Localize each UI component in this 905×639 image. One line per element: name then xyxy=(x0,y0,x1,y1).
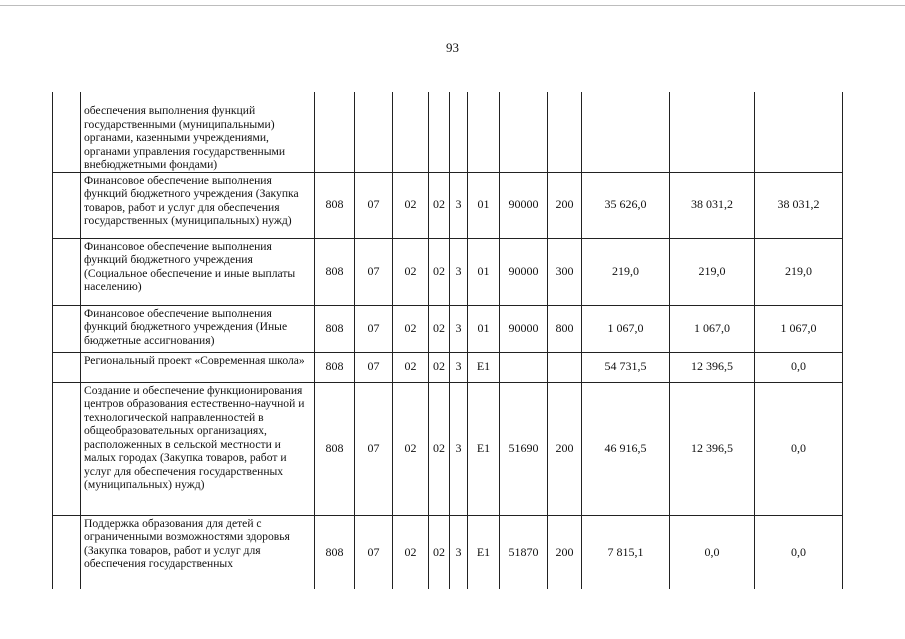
code-cell-c1: 808 xyxy=(315,172,355,238)
code-cell-c5: 3 xyxy=(450,238,468,305)
row-number-cell xyxy=(53,382,81,515)
code-cell-c4: 02 xyxy=(429,382,450,515)
amount-cell-y2: 12 396,5 xyxy=(670,352,755,382)
amount-cell-y1: 46 916,5 xyxy=(582,382,670,515)
row-number-cell xyxy=(53,92,81,172)
amount-cell-y3: 0,0 xyxy=(755,352,843,382)
code-cell-c3: 02 xyxy=(393,238,429,305)
code-cell-c8: 200 xyxy=(548,515,582,589)
amount-cell-y3 xyxy=(755,92,843,172)
code-cell-c5: 3 xyxy=(450,172,468,238)
code-cell-c6: E1 xyxy=(468,352,500,382)
code-cell-c5 xyxy=(450,92,468,172)
top-rule xyxy=(0,5,905,6)
table-row xyxy=(53,382,843,515)
amount-cell-y3: 219,0 xyxy=(755,238,843,305)
code-cell-c5: 3 xyxy=(450,352,468,382)
row-number-cell xyxy=(53,352,81,382)
code-cell-c5: 3 xyxy=(450,515,468,589)
expense-name-cell: Финансовое обеспечение выполнения функций бюджетного учреждения (Закупка товаров, работ и услуг для обеспечения государственных (муниципальных) нужд) xyxy=(81,172,315,238)
row-number-cell xyxy=(53,515,81,589)
code-cell-c8: 300 xyxy=(548,238,582,305)
code-cell-c7: 51870 xyxy=(500,515,548,589)
code-cell-c2: 07 xyxy=(355,172,393,238)
code-cell-c8: 200 xyxy=(548,382,582,515)
code-cell-c7: 90000 xyxy=(500,172,548,238)
code-cell-c6 xyxy=(468,92,500,172)
table-row xyxy=(53,238,843,305)
amount-cell-y1 xyxy=(582,92,670,172)
code-cell-c2: 07 xyxy=(355,305,393,352)
expense-name-cell: Региональный проект «Современная школа» xyxy=(81,352,315,382)
code-cell-c8 xyxy=(548,352,582,382)
amount-cell-y1: 219,0 xyxy=(582,238,670,305)
table-row xyxy=(53,352,843,382)
expense-name-cell: обеспечения выполнения функций государственными (муниципальными) органами, казенными учреждениями, органами управления государственными внебюджетными фондами) xyxy=(81,92,315,172)
code-cell-c2: 07 xyxy=(355,515,393,589)
code-cell-c1: 808 xyxy=(315,382,355,515)
code-cell-c2: 07 xyxy=(355,352,393,382)
code-cell-c6: E1 xyxy=(468,382,500,515)
code-cell-c7: 51690 xyxy=(500,382,548,515)
code-cell-c4: 02 xyxy=(429,172,450,238)
code-cell-c7 xyxy=(500,92,548,172)
page-number: 93 xyxy=(446,40,459,55)
code-cell-c4: 02 xyxy=(429,305,450,352)
code-cell-c4: 02 xyxy=(429,238,450,305)
code-cell-c6: E1 xyxy=(468,515,500,589)
code-cell-c3: 02 xyxy=(393,305,429,352)
code-cell-c3: 02 xyxy=(393,515,429,589)
row-number-cell xyxy=(53,172,81,238)
budget-table xyxy=(52,92,843,589)
amount-cell-y2 xyxy=(670,92,755,172)
expense-name-cell: Поддержка образования для детей с ограниченными возможностями здоровья (Закупка товаров, работ и услуг для обеспечения государственных xyxy=(81,515,315,589)
code-cell-c1: 808 xyxy=(315,305,355,352)
expense-name-cell: Создание и обеспечение функционирования центров образования естественно-научной и технологической направленностей в общеобразовательных организациях, расположенных в сельской местности и малых городах (Закупка товаров, работ и услуг для обеспечения государственных (муниципальных) нужд) xyxy=(81,382,315,515)
code-cell-c2: 07 xyxy=(355,238,393,305)
amount-cell-y1: 7 815,1 xyxy=(582,515,670,589)
code-cell-c7: 90000 xyxy=(500,305,548,352)
code-cell-c8: 800 xyxy=(548,305,582,352)
expense-name-cell: Финансовое обеспечение выполнения функций бюджетного учреждения (Иные бюджетные ассигнования) xyxy=(81,305,315,352)
code-cell-c2 xyxy=(355,92,393,172)
code-cell-c3 xyxy=(393,92,429,172)
amount-cell-y2: 12 396,5 xyxy=(670,382,755,515)
code-cell-c4 xyxy=(429,92,450,172)
amount-cell-y3: 0,0 xyxy=(755,382,843,515)
code-cell-c4: 02 xyxy=(429,352,450,382)
code-cell-c3: 02 xyxy=(393,172,429,238)
amount-cell-y2: 38 031,2 xyxy=(670,172,755,238)
table-row xyxy=(53,515,843,589)
row-number-cell xyxy=(53,305,81,352)
code-cell-c1 xyxy=(315,92,355,172)
amount-cell-y2: 1 067,0 xyxy=(670,305,755,352)
code-cell-c4: 02 xyxy=(429,515,450,589)
code-cell-c7: 90000 xyxy=(500,238,548,305)
amount-cell-y1: 1 067,0 xyxy=(582,305,670,352)
table-row xyxy=(53,92,843,172)
table-row xyxy=(53,305,843,352)
amount-cell-y3: 38 031,2 xyxy=(755,172,843,238)
code-cell-c5: 3 xyxy=(450,305,468,352)
amount-cell-y1: 54 731,5 xyxy=(582,352,670,382)
code-cell-c6: 01 xyxy=(468,305,500,352)
amount-cell-y3: 1 067,0 xyxy=(755,305,843,352)
code-cell-c8 xyxy=(548,92,582,172)
code-cell-c8: 200 xyxy=(548,172,582,238)
amount-cell-y2: 0,0 xyxy=(670,515,755,589)
code-cell-c7 xyxy=(500,352,548,382)
code-cell-c1: 808 xyxy=(315,515,355,589)
code-cell-c1: 808 xyxy=(315,352,355,382)
code-cell-c6: 01 xyxy=(468,238,500,305)
code-cell-c6: 01 xyxy=(468,172,500,238)
code-cell-c5: 3 xyxy=(450,382,468,515)
row-number-cell xyxy=(53,238,81,305)
amount-cell-y2: 219,0 xyxy=(670,238,755,305)
amount-cell-y3: 0,0 xyxy=(755,515,843,589)
expense-name-cell: Финансовое обеспечение выполнения функций бюджетного учреждения (Социальное обеспечение и иные выплаты населению) xyxy=(81,238,315,305)
code-cell-c3: 02 xyxy=(393,382,429,515)
code-cell-c3: 02 xyxy=(393,352,429,382)
code-cell-c1: 808 xyxy=(315,238,355,305)
amount-cell-y1: 35 626,0 xyxy=(582,172,670,238)
code-cell-c2: 07 xyxy=(355,382,393,515)
table-row xyxy=(53,172,843,238)
